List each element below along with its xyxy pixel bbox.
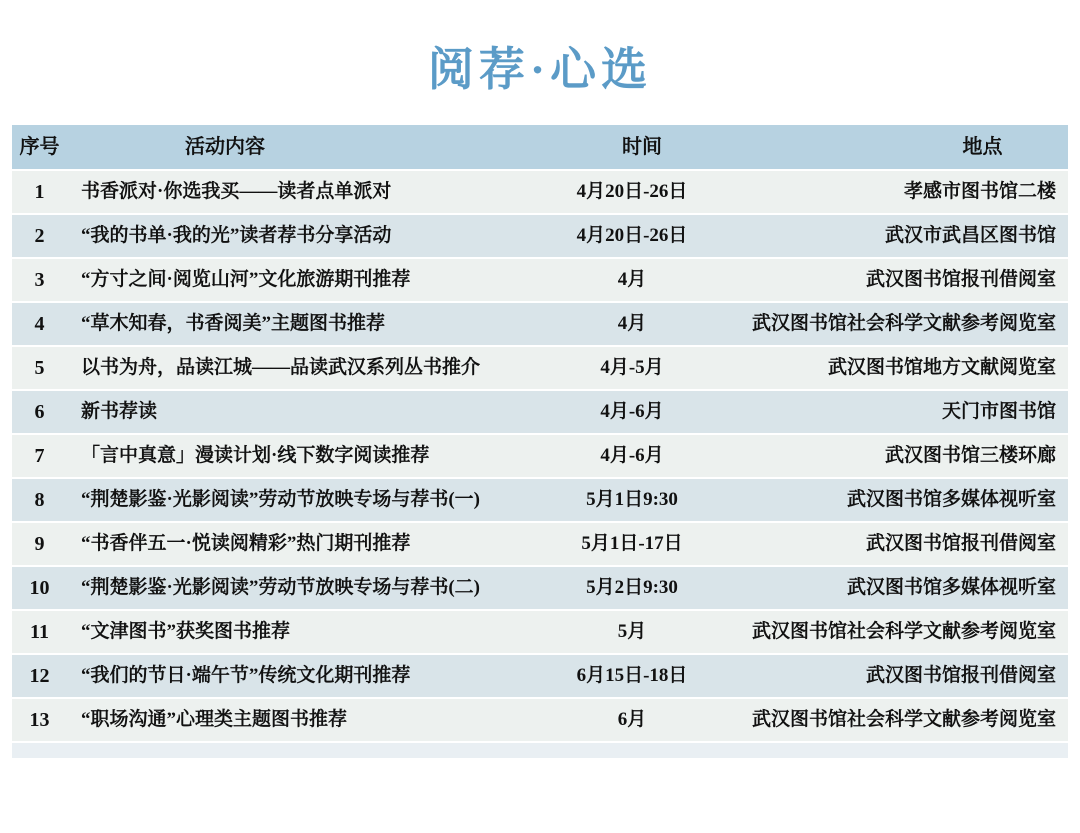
row-time-cell: 5月2日9:30 xyxy=(586,577,678,599)
row-time-cell: 5月1日-17日 xyxy=(581,533,683,555)
page xyxy=(0,42,1080,833)
table-row xyxy=(12,171,1068,213)
row-location-cell: 武汉图书馆三楼环廊 xyxy=(884,445,1056,467)
table-row xyxy=(12,347,1068,389)
table-row xyxy=(12,435,1068,477)
row-time-cell: 4月-6月 xyxy=(600,445,664,467)
table-row xyxy=(12,215,1068,257)
row-location-cell: 武汉图书馆地方文献阅览室 xyxy=(827,357,1056,379)
row-location-cell: 孝感市图书馆二楼 xyxy=(903,181,1056,203)
row-time-cell: 6月 xyxy=(617,709,647,731)
table-row xyxy=(12,699,1068,741)
col-header-time: 时间 xyxy=(622,136,662,159)
row-time-cell: 4月20日-26日 xyxy=(576,181,688,203)
row-time-cell: 4月 xyxy=(617,269,647,291)
table-row xyxy=(12,259,1068,301)
row-no-cell: 5 xyxy=(34,357,45,380)
row-activity-cell: “文津图书”获奖图书推荐 xyxy=(81,621,291,643)
events-table xyxy=(12,125,1068,758)
row-activity-cell: 以书为舟，品读江城——品读武汉系列丛书推介 xyxy=(81,357,481,379)
table-row xyxy=(12,303,1068,345)
row-no-cell: 10 xyxy=(29,577,50,600)
table-row xyxy=(12,611,1068,653)
row-no-cell: 4 xyxy=(34,313,45,336)
row-location-cell: 武汉图书馆多媒体视听室 xyxy=(846,489,1056,511)
col-header-location: 地点 xyxy=(962,136,1003,159)
row-no-cell: 12 xyxy=(29,665,50,688)
row-activity-cell: “荆楚影鉴·光影阅读”劳动节放映专场与荐书(二) xyxy=(81,577,480,599)
row-activity-cell: 新书荐读 xyxy=(81,401,158,423)
row-time-cell: 5月 xyxy=(617,621,647,643)
row-activity-cell: “方寸之间·阅览山河”文化旅游期刊推荐 xyxy=(81,269,411,291)
row-activity-cell: 「言中真意」漫读计划·线下数字阅读推荐 xyxy=(81,445,430,467)
row-time-cell: 4月-6月 xyxy=(600,401,664,423)
row-no-cell: 1 xyxy=(34,181,45,204)
table-row xyxy=(12,567,1068,609)
table-row xyxy=(12,391,1068,433)
row-location-cell: 武汉图书馆社会科学文献参考阅览室 xyxy=(751,709,1056,731)
row-activity-cell: “草木知春，书香阅美”主题图书推荐 xyxy=(81,313,386,335)
row-no-cell: 13 xyxy=(29,709,50,732)
row-no-cell: 11 xyxy=(30,621,49,644)
row-no-cell: 8 xyxy=(34,489,45,512)
table-header-row xyxy=(12,125,1068,169)
row-no-cell: 2 xyxy=(34,225,45,248)
row-activity-cell: “职场沟通”心理类主题图书推荐 xyxy=(81,709,348,731)
row-activity-cell: 书香派对·你选我买——读者点单派对 xyxy=(81,181,392,203)
row-time-cell: 4月20日-26日 xyxy=(576,225,688,247)
table-row xyxy=(12,479,1068,521)
col-header-no: 序号 xyxy=(19,136,60,159)
row-no-cell: 9 xyxy=(34,533,45,556)
row-location-cell: 天门市图书馆 xyxy=(941,401,1056,423)
col-header-activity: 活动内容 xyxy=(185,136,265,159)
table-footer-bar xyxy=(12,743,1068,758)
row-location-cell: 武汉图书馆社会科学文献参考阅览室 xyxy=(751,313,1056,335)
row-location-cell: 武汉市武昌区图书馆 xyxy=(884,225,1056,247)
row-activity-cell: “书香伴五一·悦读阅精彩”热门期刊推荐 xyxy=(81,533,411,555)
row-no-cell: 6 xyxy=(34,401,45,424)
page-title: 阅荐·心选 xyxy=(427,44,653,95)
row-location-cell: 武汉图书馆报刊借阅室 xyxy=(865,269,1056,291)
row-location-cell: 武汉图书馆报刊借阅室 xyxy=(865,533,1056,555)
row-no-cell: 3 xyxy=(34,269,45,292)
row-no-cell: 7 xyxy=(34,445,45,468)
table-body xyxy=(12,171,1068,741)
row-location-cell: 武汉图书馆社会科学文献参考阅览室 xyxy=(751,621,1056,643)
row-location-cell: 武汉图书馆报刊借阅室 xyxy=(865,665,1056,687)
row-activity-cell: “荆楚影鉴·光影阅读”劳动节放映专场与荐书(一) xyxy=(81,489,480,511)
table-row xyxy=(12,523,1068,565)
row-activity-cell: “我们的节日·端午节”传统文化期刊推荐 xyxy=(81,665,411,687)
row-time-cell: 6月15日-18日 xyxy=(576,665,688,687)
row-activity-cell: “我的书单·我的光”读者荐书分享活动 xyxy=(81,225,392,247)
row-location-cell: 武汉图书馆多媒体视听室 xyxy=(846,577,1056,599)
row-time-cell: 5月1日9:30 xyxy=(586,489,678,511)
row-time-cell: 4月-5月 xyxy=(600,357,664,379)
table-row xyxy=(12,655,1068,697)
row-time-cell: 4月 xyxy=(617,313,647,335)
